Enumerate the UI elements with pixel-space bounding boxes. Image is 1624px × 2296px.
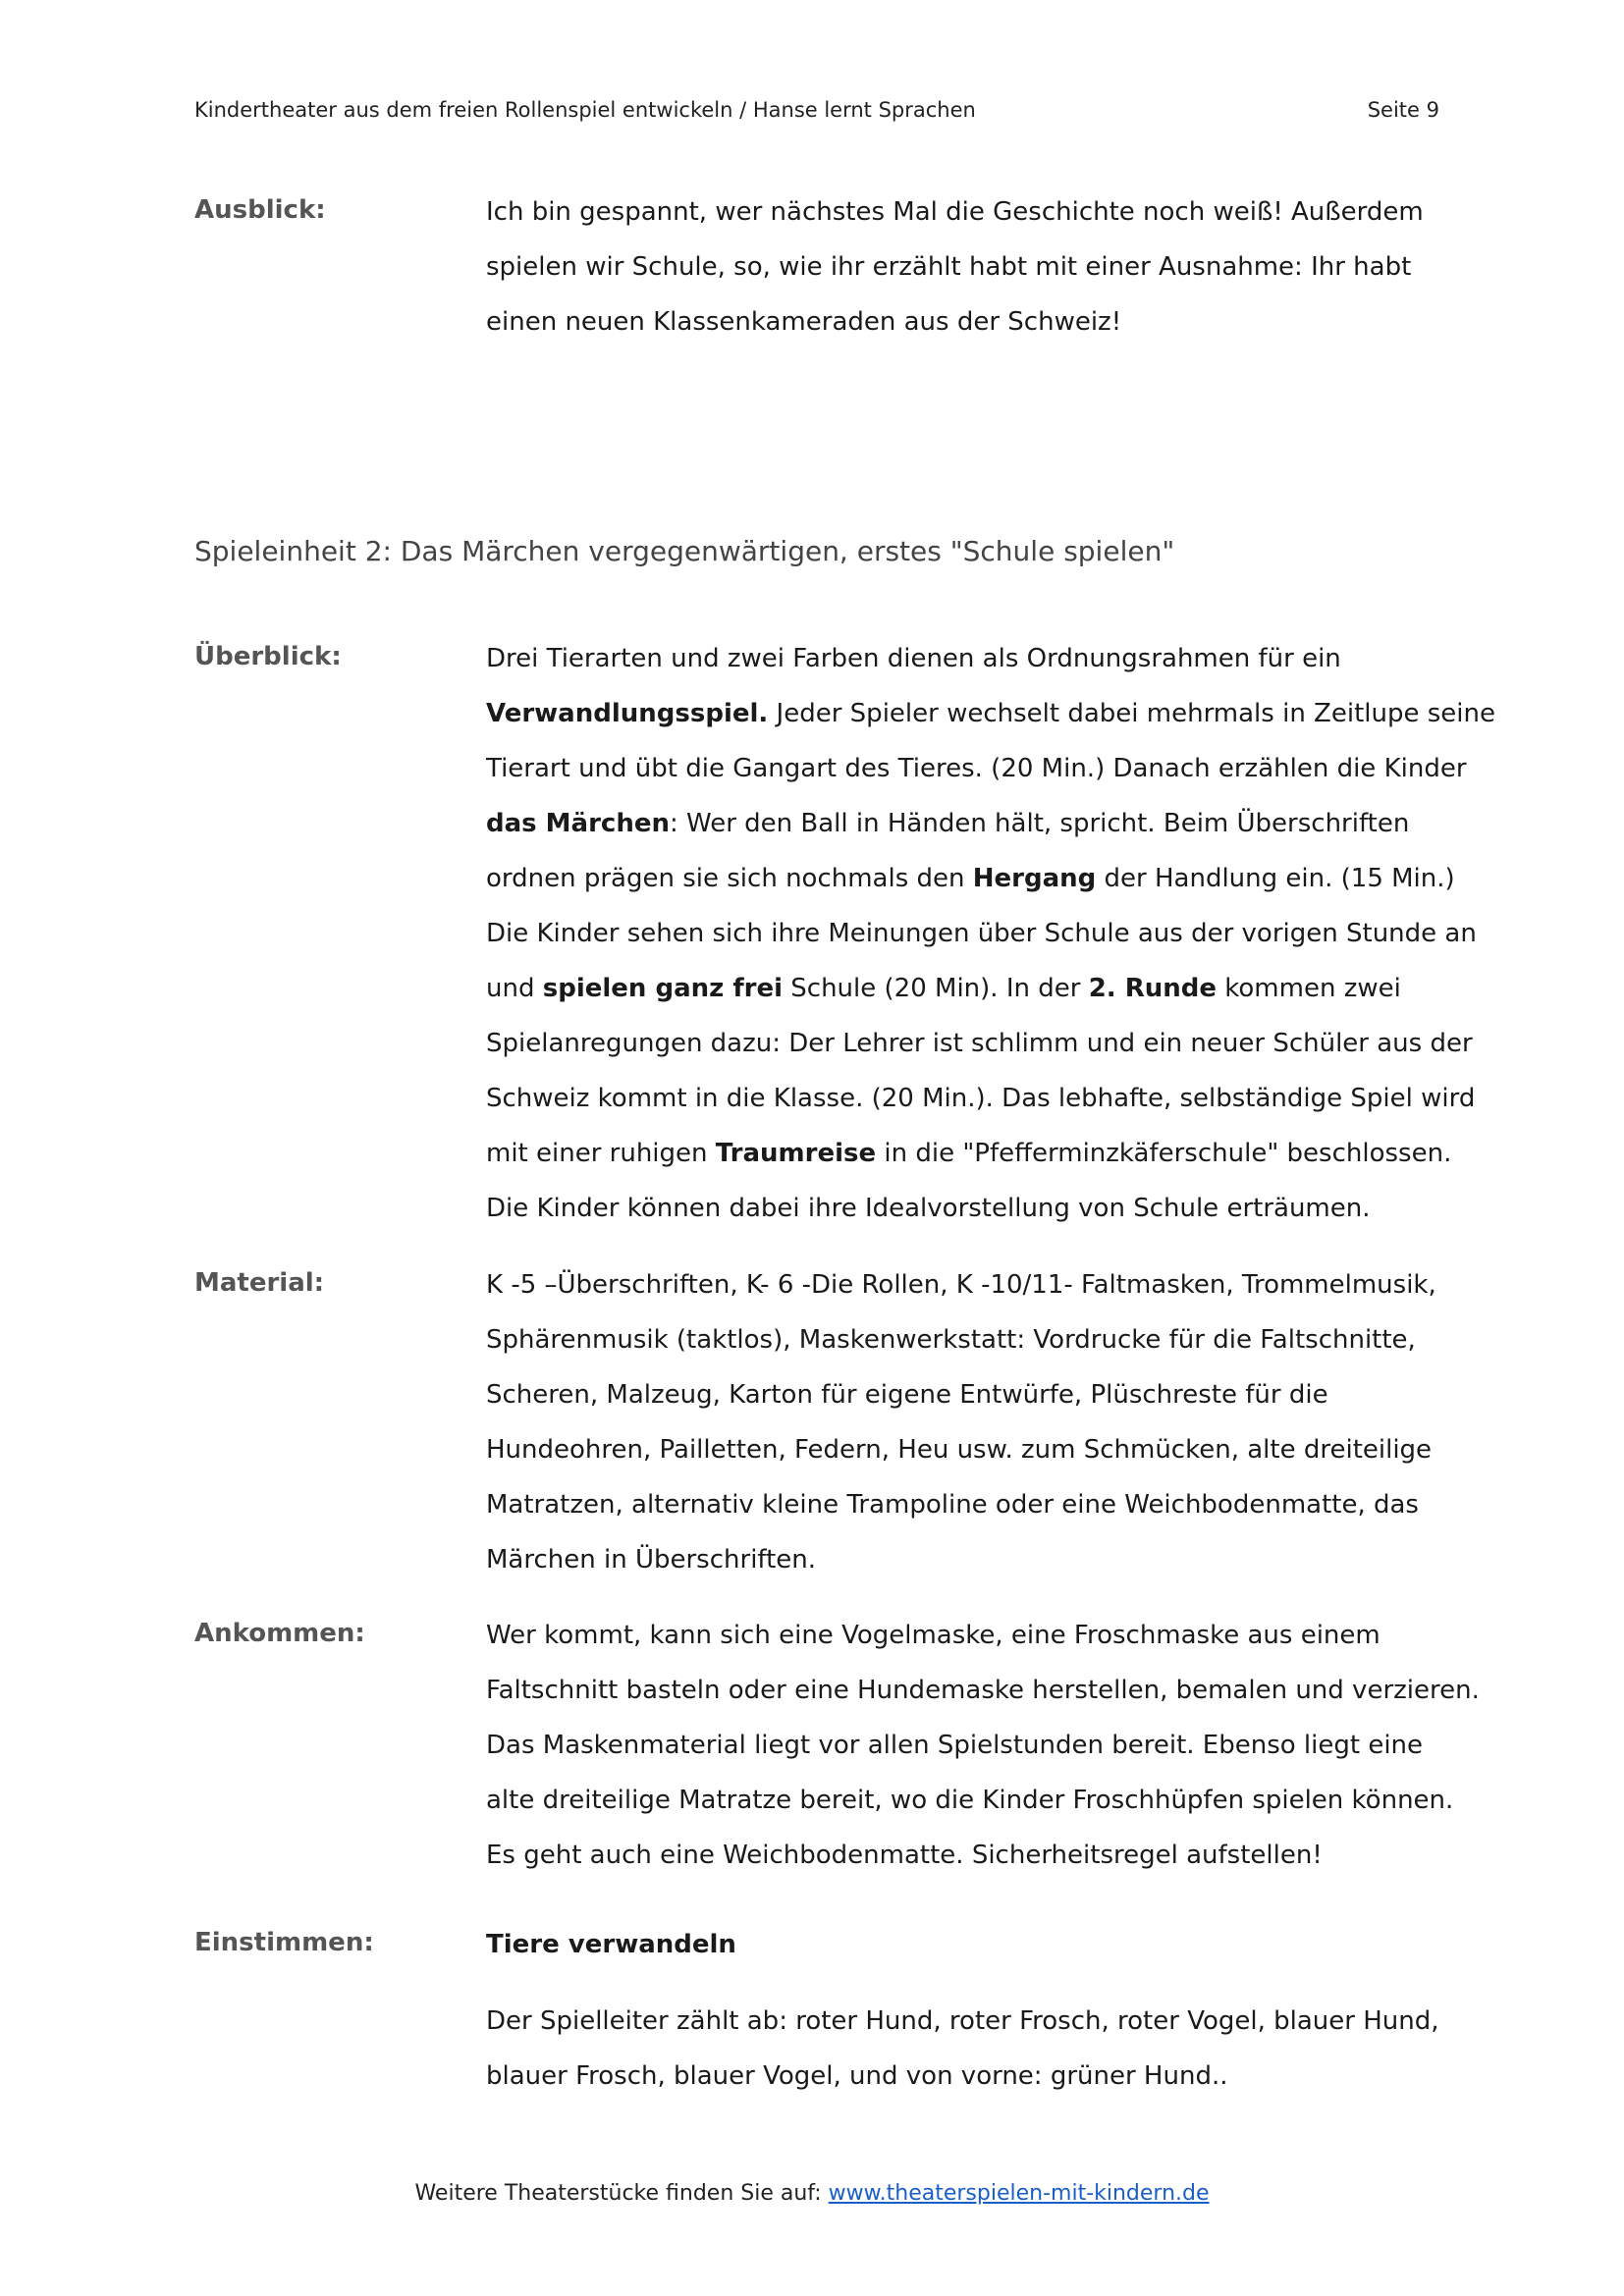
material-line: Scheren, Malzeug, Karton für eigene Entwürfe, Plüschreste für die: [486, 1380, 1328, 1410]
ueberblick-line: Die Kinder können dabei ihre Idealvorstellung von Schule erträumen.: [486, 1194, 1371, 1223]
material-line: Matratzen, alternativ kleine Trampoline oder eine Weichbodenmatte, das: [486, 1490, 1419, 1520]
ueberblick-line: ordnen prägen sie sich nochmals den Hergang der Handlung ein. (15 Min.): [486, 864, 1455, 893]
material-line: Sphärenmusik (taktlos), Maskenwerkstatt: Vordrucke für die Faltschnitte,: [486, 1325, 1416, 1355]
material-label: Material:: [194, 1268, 325, 1298]
ueberblick-text: [486, 631, 1495, 1236]
ueberblick-line: mit einer ruhigen Traumreise in die "Pfefferminzkäferschule" beschlossen.: [486, 1139, 1452, 1168]
ueberblick-line: Drei Tierarten und zwei Farben dienen als Ordnungsrahmen für ein: [486, 644, 1341, 673]
page-footer: [0, 2181, 1624, 2206]
ausblick-line: einen neuen Klassenkameraden aus der Schweiz!: [486, 307, 1122, 337]
einstimmen-label: Einstimmen:: [194, 1928, 374, 1957]
page-header: [194, 98, 1439, 130]
ueberblick-label: Überblick:: [194, 642, 342, 671]
ankommen-line: Es geht auch eine Weichbodenmatte. Sicherheitsregel aufstellen!: [486, 1841, 1323, 1870]
material-line: Hundeohren, Pailletten, Federn, Heu usw. zum Schmücken, alte dreiteilige: [486, 1435, 1433, 1465]
einstimmen-heading: Tiere verwandeln: [486, 1930, 736, 1959]
ueberblick-line: Spielanregungen dazu: Der Lehrer ist schlimm und ein neuer Schüler aus der: [486, 1029, 1473, 1058]
material-line: Märchen in Überschriften.: [486, 1545, 817, 1575]
ausblick-text: [486, 185, 1448, 349]
ueberblick-line: das Märchen: Wer den Ball in Händen hält, spricht. Beim Überschriften: [486, 809, 1410, 838]
ueberblick-line: Die Kinder sehen sich ihre Meinungen über Schule aus der vorigen Stunde an: [486, 919, 1477, 948]
ankommen-line: Faltschnitt basteln oder eine Hundemaske herstellen, bemalen und verzieren.: [486, 1676, 1480, 1705]
section-title: Spieleinheit 2: Das Märchen vergegenwärtigen, erstes "Schule spielen": [194, 535, 1175, 567]
ausblick-line: spielen wir Schule, so, wie ihr erzählt habt mit einer Ausnahme: Ihr habt: [486, 252, 1412, 282]
ueberblick-line: und spielen ganz frei Schule (20 Min). In der 2. Runde kommen zwei: [486, 974, 1401, 1003]
ueberblick-line: Tierart und übt die Gangart des Tieres. (20 Min.) Danach erzählen die Kinder: [486, 754, 1467, 783]
ausblick-line: Ich bin gespannt, wer nächstes Mal die Geschichte noch weiß! Außerdem: [486, 197, 1424, 227]
material-text: [486, 1257, 1448, 1587]
document-title: Kindertheater aus dem freien Rollenspiel entwickeln / Hanse lernt Sprachen: [194, 98, 976, 122]
ueberblick-line: Schweiz kommt in die Klasse. (20 Min.). Das lebhafte, selbständige Spiel wird: [486, 1084, 1476, 1113]
material-line: K -5 –Überschriften, K- 6 -Die Rollen, K -10/11- Faltmasken, Trommelmusik,: [486, 1270, 1436, 1300]
ueberblick-line: Verwandlungsspiel. Jeder Spieler wechselt dabei mehrmals in Zeitlupe seine: [486, 699, 1495, 728]
ankommen-line: alte dreiteilige Matratze bereit, wo die Kinder Froschhüpfen spielen können.: [486, 1786, 1454, 1815]
website-link[interactable]: www.theaterspielen-mit-kindern.de: [828, 2181, 1210, 2206]
ausblick-label: Ausblick:: [194, 195, 326, 225]
einstimmen-text: [486, 1917, 1448, 2104]
page-number: Seite 9: [1367, 98, 1439, 122]
ankommen-label: Ankommen:: [194, 1619, 365, 1648]
einstimmen-line: Der Spielleiter zählt ab: roter Hund, roter Frosch, roter Vogel, blauer Hund,: [486, 2006, 1439, 2036]
ankommen-line: Wer kommt, kann sich eine Vogelmaske, eine Froschmaske aus einem: [486, 1621, 1380, 1650]
ankommen-line: Das Maskenmaterial liegt vor allen Spielstunden bereit. Ebenso liegt eine: [486, 1731, 1424, 1760]
footer-text: Weitere Theaterstücke finden Sie auf:: [414, 2181, 829, 2206]
einstimmen-line: blauer Frosch, blauer Vogel, und von vorne: grüner Hund..: [486, 2061, 1228, 2091]
ankommen-text: [486, 1608, 1480, 1883]
